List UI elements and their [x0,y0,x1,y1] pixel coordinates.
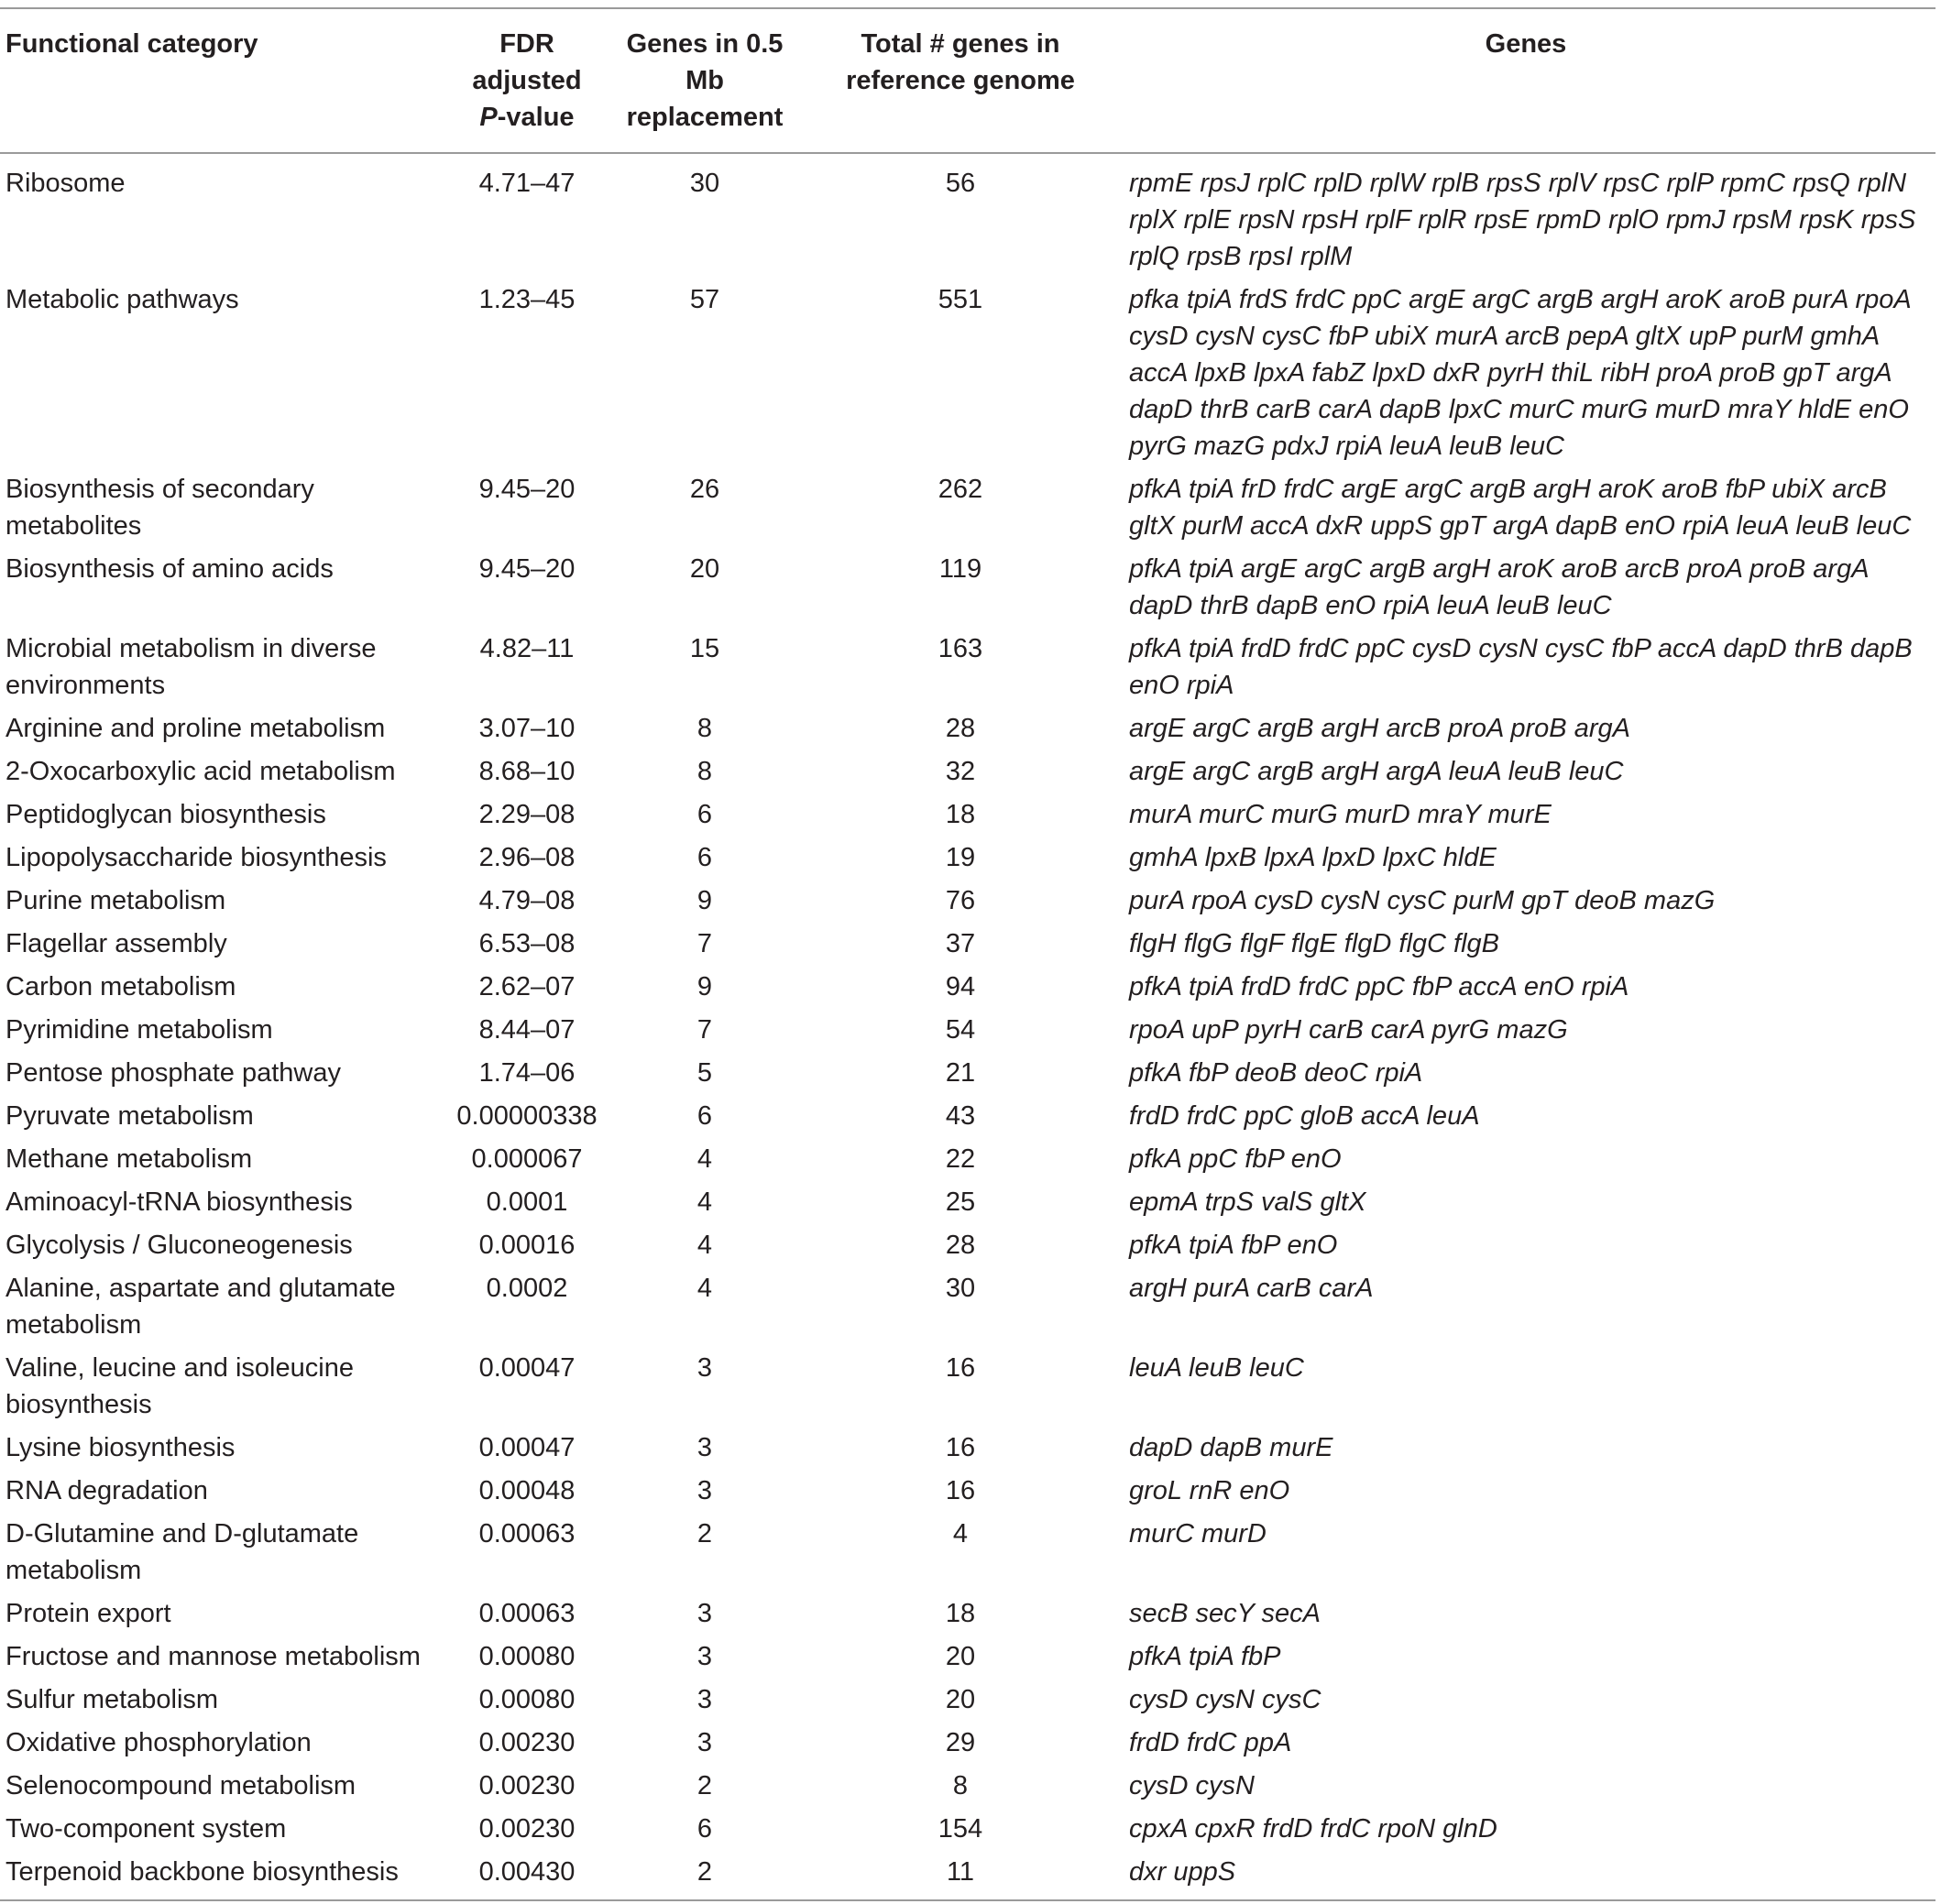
cell-genes: argE argC argB argH argA leuA leuB leuC [1129,757,1624,786]
cell-genes-in-replacement: 6 [696,843,713,872]
cell-total-genes: 43 [945,1101,976,1131]
cell-fdr-pvalue: 0.00048 [478,1476,576,1505]
cell-functional-category: Pyruvate metabolism [5,1101,254,1131]
cell-fdr-pvalue: 0.00230 [478,1771,576,1800]
cell-total-genes: 163 [938,634,983,663]
table-row [0,1008,1936,1051]
cell-genes: frdD frdC ppC gloB accA leuA [1129,1101,1480,1131]
cell-genes: pfkA tpiA frD frdC argE argC argB argH aroK aroB fbP ubiX arcB gltX purM accA dxR uppS gpT argA dapB enO rpiA leuA leuB leuC [1129,475,1912,541]
cell-functional-category: Lipopolysaccharide biosynthesis [5,843,387,872]
cell-fdr-pvalue: 0.000067 [471,1144,583,1174]
cell-fdr-pvalue: 0.00230 [478,1814,576,1844]
cell-total-genes: 551 [938,285,983,314]
table-row [0,706,1936,750]
cell-genes: rpoA upP pyrH carB carA pyrG mazG [1129,1015,1568,1045]
header-total-genes [805,8,1116,153]
table-row [0,1512,1936,1592]
cell-genes-in-replacement: 2 [696,1857,713,1887]
cell-genes: frdD frdC ppA [1129,1728,1292,1757]
cell-functional-category: Ribosome [5,169,126,198]
cell-genes: cysD cysN [1129,1771,1255,1800]
table-row [0,1266,1936,1346]
cell-functional-category: Fructose and mannose metabolism [5,1642,421,1671]
cell-genes: leuA leuB leuC [1129,1353,1304,1383]
cell-fdr-pvalue: 4.71–47 [478,169,576,198]
cell-fdr-pvalue: 9.45–20 [478,475,576,504]
cell-total-genes: 25 [945,1187,976,1217]
table-row [0,1094,1936,1137]
header-fdr-p: P [479,103,498,132]
table-row [0,1850,1936,1900]
header-functional-category [0,8,449,153]
cell-genes-in-replacement: 3 [696,1685,713,1714]
cell-fdr-pvalue: 0.00230 [478,1728,576,1757]
cell-genes-in-replacement: 20 [689,554,720,584]
cell-fdr-pvalue: 2.62–07 [478,972,576,1001]
cell-genes: pfkA fbP deoB deoC rpiA [1129,1058,1423,1088]
cell-fdr-pvalue: 2.96–08 [478,843,576,872]
cell-genes: dapD dapB murE [1129,1433,1333,1462]
table-row [0,153,1936,278]
cell-total-genes: 30 [945,1274,976,1303]
cell-total-genes: 28 [945,1231,976,1260]
cell-genes-in-replacement: 4 [696,1231,713,1260]
cell-fdr-pvalue: 1.23–45 [478,285,576,314]
cell-genes: pfkA ppC fbP enO [1129,1144,1342,1174]
cell-genes-in-replacement: 26 [689,475,720,504]
header-category-text: Functional category [5,29,258,59]
cell-genes-in-replacement: 8 [696,757,713,786]
cell-total-genes: 18 [945,1599,976,1628]
cell-genes-in-replacement: 3 [696,1599,713,1628]
table-row [0,1807,1936,1850]
cell-functional-category: Sulfur metabolism [5,1685,219,1714]
table-row [0,1180,1936,1223]
table-row [0,879,1936,922]
cell-functional-category: Alanine, aspartate and glutamate metabolism [5,1274,396,1340]
cell-genes-in-replacement: 7 [696,1015,713,1045]
cell-functional-category: Flagellar assembly [5,929,227,958]
cell-genes-in-replacement: 2 [696,1519,713,1548]
table-row [0,1051,1936,1094]
cell-functional-category: Lysine biosynthesis [5,1433,236,1462]
cell-functional-category: Pyrimidine metabolism [5,1015,273,1045]
cell-genes-in-replacement: 15 [689,634,720,663]
cell-total-genes: 16 [945,1353,976,1383]
cell-genes-in-replacement: 8 [696,714,713,743]
cell-genes-in-replacement: 2 [696,1771,713,1800]
cell-functional-category: Arginine and proline metabolism [5,714,386,743]
cell-functional-category: Microbial metabolism in diverse environments [5,634,377,700]
cell-genes-in-replacement: 4 [696,1274,713,1303]
cell-genes: rpmE rpsJ rplC rplD rplW rplB rpsS rplV rpsC rplP rpmC rpsQ rplN rplX rplE rpsN rpsH rplF rplR rpsE rpmD rplO rpmJ rpsM rpsK rpsS rplQ rpsB rpsI rplM [1129,169,1916,271]
cell-genes: pfkA tpiA fbP [1129,1642,1281,1671]
cell-fdr-pvalue: 8.44–07 [478,1015,576,1045]
cell-functional-category: RNA degradation [5,1476,208,1505]
cell-total-genes: 21 [945,1058,976,1088]
table-row [0,278,1936,467]
cell-total-genes: 18 [945,800,976,829]
cell-total-genes: 32 [945,757,976,786]
cell-total-genes: 16 [945,1476,976,1505]
cell-total-genes: 20 [945,1642,976,1671]
cell-functional-category: Terpenoid backbone biosynthesis [5,1857,399,1887]
cell-genes: pfka tpiA frdS frdC ppC argE argC argB argH aroK aroB purA rpoA cysD cysN cysC fbP ubiX murA arcB pepA gltX upP purM gmhA accA lpxB lpxA fabZ lpxD dxR pyrH thiL ribH proA proB gpT argA dapD thrB carB carA dapB lpxC murC murG murD mraY hldE enO pyrG mazG pdxJ rpiA leuA leuB leuC [1129,285,1911,461]
table-body [0,153,1936,1900]
cell-total-genes: 94 [945,972,976,1001]
header-genes-in-replacement [605,8,805,153]
cell-genes-in-replacement: 3 [696,1353,713,1383]
cell-total-genes: 20 [945,1685,976,1714]
table-row [0,1764,1936,1807]
header-fdr-pvalue [449,8,605,153]
cell-fdr-pvalue: 0.00080 [478,1685,576,1714]
cell-genes-in-replacement: 5 [696,1058,713,1088]
table-row [0,547,1936,627]
table-row [0,750,1936,793]
cell-total-genes: 4 [952,1519,969,1548]
cell-genes: epmA trpS valS gltX [1129,1187,1366,1217]
cell-genes-in-replacement: 9 [696,886,713,915]
cell-fdr-pvalue: 0.00080 [478,1642,576,1671]
cell-genes-in-replacement: 30 [689,169,720,198]
cell-fdr-pvalue: 0.00000338 [456,1101,598,1131]
cell-functional-category: Aminoacyl-tRNA biosynthesis [5,1187,353,1217]
cell-genes-in-replacement: 3 [696,1642,713,1671]
cell-fdr-pvalue: 0.00016 [478,1231,576,1260]
cell-genes-in-replacement: 7 [696,929,713,958]
table-row [0,1721,1936,1764]
cell-genes: argH purA carB carA [1129,1274,1374,1303]
cell-fdr-pvalue: 0.00063 [478,1599,576,1628]
cell-fdr-pvalue: 8.68–10 [478,757,576,786]
cell-genes: flgH flgG flgF flgE flgD flgC flgB [1129,929,1500,958]
cell-total-genes: 11 [946,1857,975,1887]
cell-fdr-pvalue: 0.00430 [478,1857,576,1887]
header-fdr-line1: FDR [499,29,554,59]
cell-functional-category: Valine, leucine and isoleucine biosynthesis [5,1353,354,1419]
cell-total-genes: 8 [952,1771,969,1800]
cell-genes-in-replacement: 6 [696,1814,713,1844]
cell-fdr-pvalue: 0.00047 [478,1353,576,1383]
table-row [0,793,1936,836]
cell-genes-in-replacement: 3 [696,1728,713,1757]
cell-total-genes: 54 [945,1015,976,1045]
cell-functional-category: Biosynthesis of amino acids [5,554,334,584]
cell-fdr-pvalue: 3.07–10 [478,714,576,743]
header-fdr-line2: adjusted [472,66,582,95]
table-row [0,627,1936,706]
table-row [0,1678,1936,1721]
cell-total-genes: 37 [945,929,976,958]
header-fdr-suffix: -value [497,103,575,132]
cell-total-genes: 56 [945,169,976,198]
cell-functional-category: 2-Oxocarboxylic acid metabolism [5,757,396,786]
table-row [0,1137,1936,1180]
cell-functional-category: Peptidoglycan biosynthesis [5,800,326,829]
cell-genes: pfkA tpiA argE argC argB argH aroK aroB arcB proA proB argA dapD thrB dapB enO rpiA leuA leuB leuC [1129,554,1869,620]
table-row [0,1635,1936,1678]
table-row [0,1592,1936,1635]
table-row [0,1469,1936,1512]
header-row [0,8,1936,153]
cell-functional-category: Selenocompound metabolism [5,1771,356,1800]
cell-fdr-pvalue: 4.79–08 [478,886,576,915]
cell-functional-category: Two-component system [5,1814,287,1844]
cell-fdr-pvalue: 0.0001 [486,1187,568,1217]
cell-genes: murC murD [1129,1519,1267,1548]
cell-functional-category: Purine metabolism [5,886,226,915]
header-total-genes-text: Total # genes in reference genome [846,29,1075,95]
cell-genes: pfkA tpiA frdD frdC ppC cysD cysN cysC fbP accA dapD thrB dapB enO rpiA [1129,634,1913,700]
cell-genes-in-replacement: 6 [696,1101,713,1131]
cell-total-genes: 22 [945,1144,976,1174]
cell-genes: purA rpoA cysD cysN cysC purM gpT deoB mazG [1129,886,1716,915]
cell-fdr-pvalue: 0.0002 [486,1274,568,1303]
cell-fdr-pvalue: 1.74–06 [478,1058,576,1088]
cell-genes-in-replacement: 4 [696,1144,713,1174]
cell-total-genes: 28 [945,714,976,743]
cell-total-genes: 29 [945,1728,976,1757]
cell-total-genes: 119 [938,554,982,584]
table-row [0,467,1936,547]
enrichment-table [0,7,1936,1901]
cell-genes: dxr uppS [1129,1857,1236,1887]
cell-genes-in-replacement: 3 [696,1433,713,1462]
cell-genes-in-replacement: 6 [696,800,713,829]
cell-fdr-pvalue: 0.00047 [478,1433,576,1462]
cell-genes: murA murC murG murD mraY murE [1129,800,1552,829]
cell-total-genes: 19 [945,843,976,872]
cell-functional-category: Metabolic pathways [5,285,239,314]
cell-total-genes: 16 [945,1433,976,1462]
cell-total-genes: 76 [945,886,976,915]
cell-genes-in-replacement: 3 [696,1476,713,1505]
cell-genes-in-replacement: 9 [696,972,713,1001]
header-genes-text: Genes [1485,29,1567,59]
cell-genes-in-replacement: 4 [696,1187,713,1217]
cell-functional-category: Biosynthesis of secondary metabolites [5,475,314,541]
table-header [0,8,1936,153]
cell-genes-in-replacement: 57 [689,285,720,314]
header-genes [1116,8,1936,153]
cell-functional-category: D-Glutamine and D-glutamate metabolism [5,1519,359,1585]
table-row [0,836,1936,879]
cell-functional-category: Pentose phosphate pathway [5,1058,341,1088]
cell-functional-category: Methane metabolism [5,1144,253,1174]
table-row [0,922,1936,965]
cell-genes: pfkA tpiA frdD frdC ppC fbP accA enO rpiA [1129,972,1629,1001]
header-genes-replacement-text: Genes in 0.5 Mb replacement [626,29,784,132]
cell-genes: cysD cysN cysC [1129,1685,1321,1714]
cell-fdr-pvalue: 2.29–08 [478,800,576,829]
table-row [0,965,1936,1008]
cell-genes: argE argC argB argH arcB proA proB argA [1129,714,1630,743]
cell-genes: cpxA cpxR frdD frdC rpoN glnD [1129,1814,1497,1844]
table-row [0,1426,1936,1469]
cell-fdr-pvalue: 6.53–08 [478,929,576,958]
cell-genes: groL rnR enO [1129,1476,1290,1505]
cell-total-genes: 262 [938,475,983,504]
cell-total-genes: 154 [938,1814,983,1844]
cell-functional-category: Oxidative phosphorylation [5,1728,312,1757]
cell-fdr-pvalue: 9.45–20 [478,554,576,584]
cell-functional-category: Carbon metabolism [5,972,236,1001]
table-row [0,1223,1936,1266]
cell-genes: pfkA tpiA fbP enO [1129,1231,1338,1260]
table-row [0,1346,1936,1426]
cell-functional-category: Protein export [5,1599,171,1628]
cell-fdr-pvalue: 4.82–11 [479,634,575,663]
cell-functional-category: Glycolysis / Gluconeogenesis [5,1231,353,1260]
cell-genes: gmhA lpxB lpxA lpxD lpxC hldE [1129,843,1497,872]
cell-genes: secB secY secA [1129,1599,1321,1628]
cell-fdr-pvalue: 0.00063 [478,1519,576,1548]
